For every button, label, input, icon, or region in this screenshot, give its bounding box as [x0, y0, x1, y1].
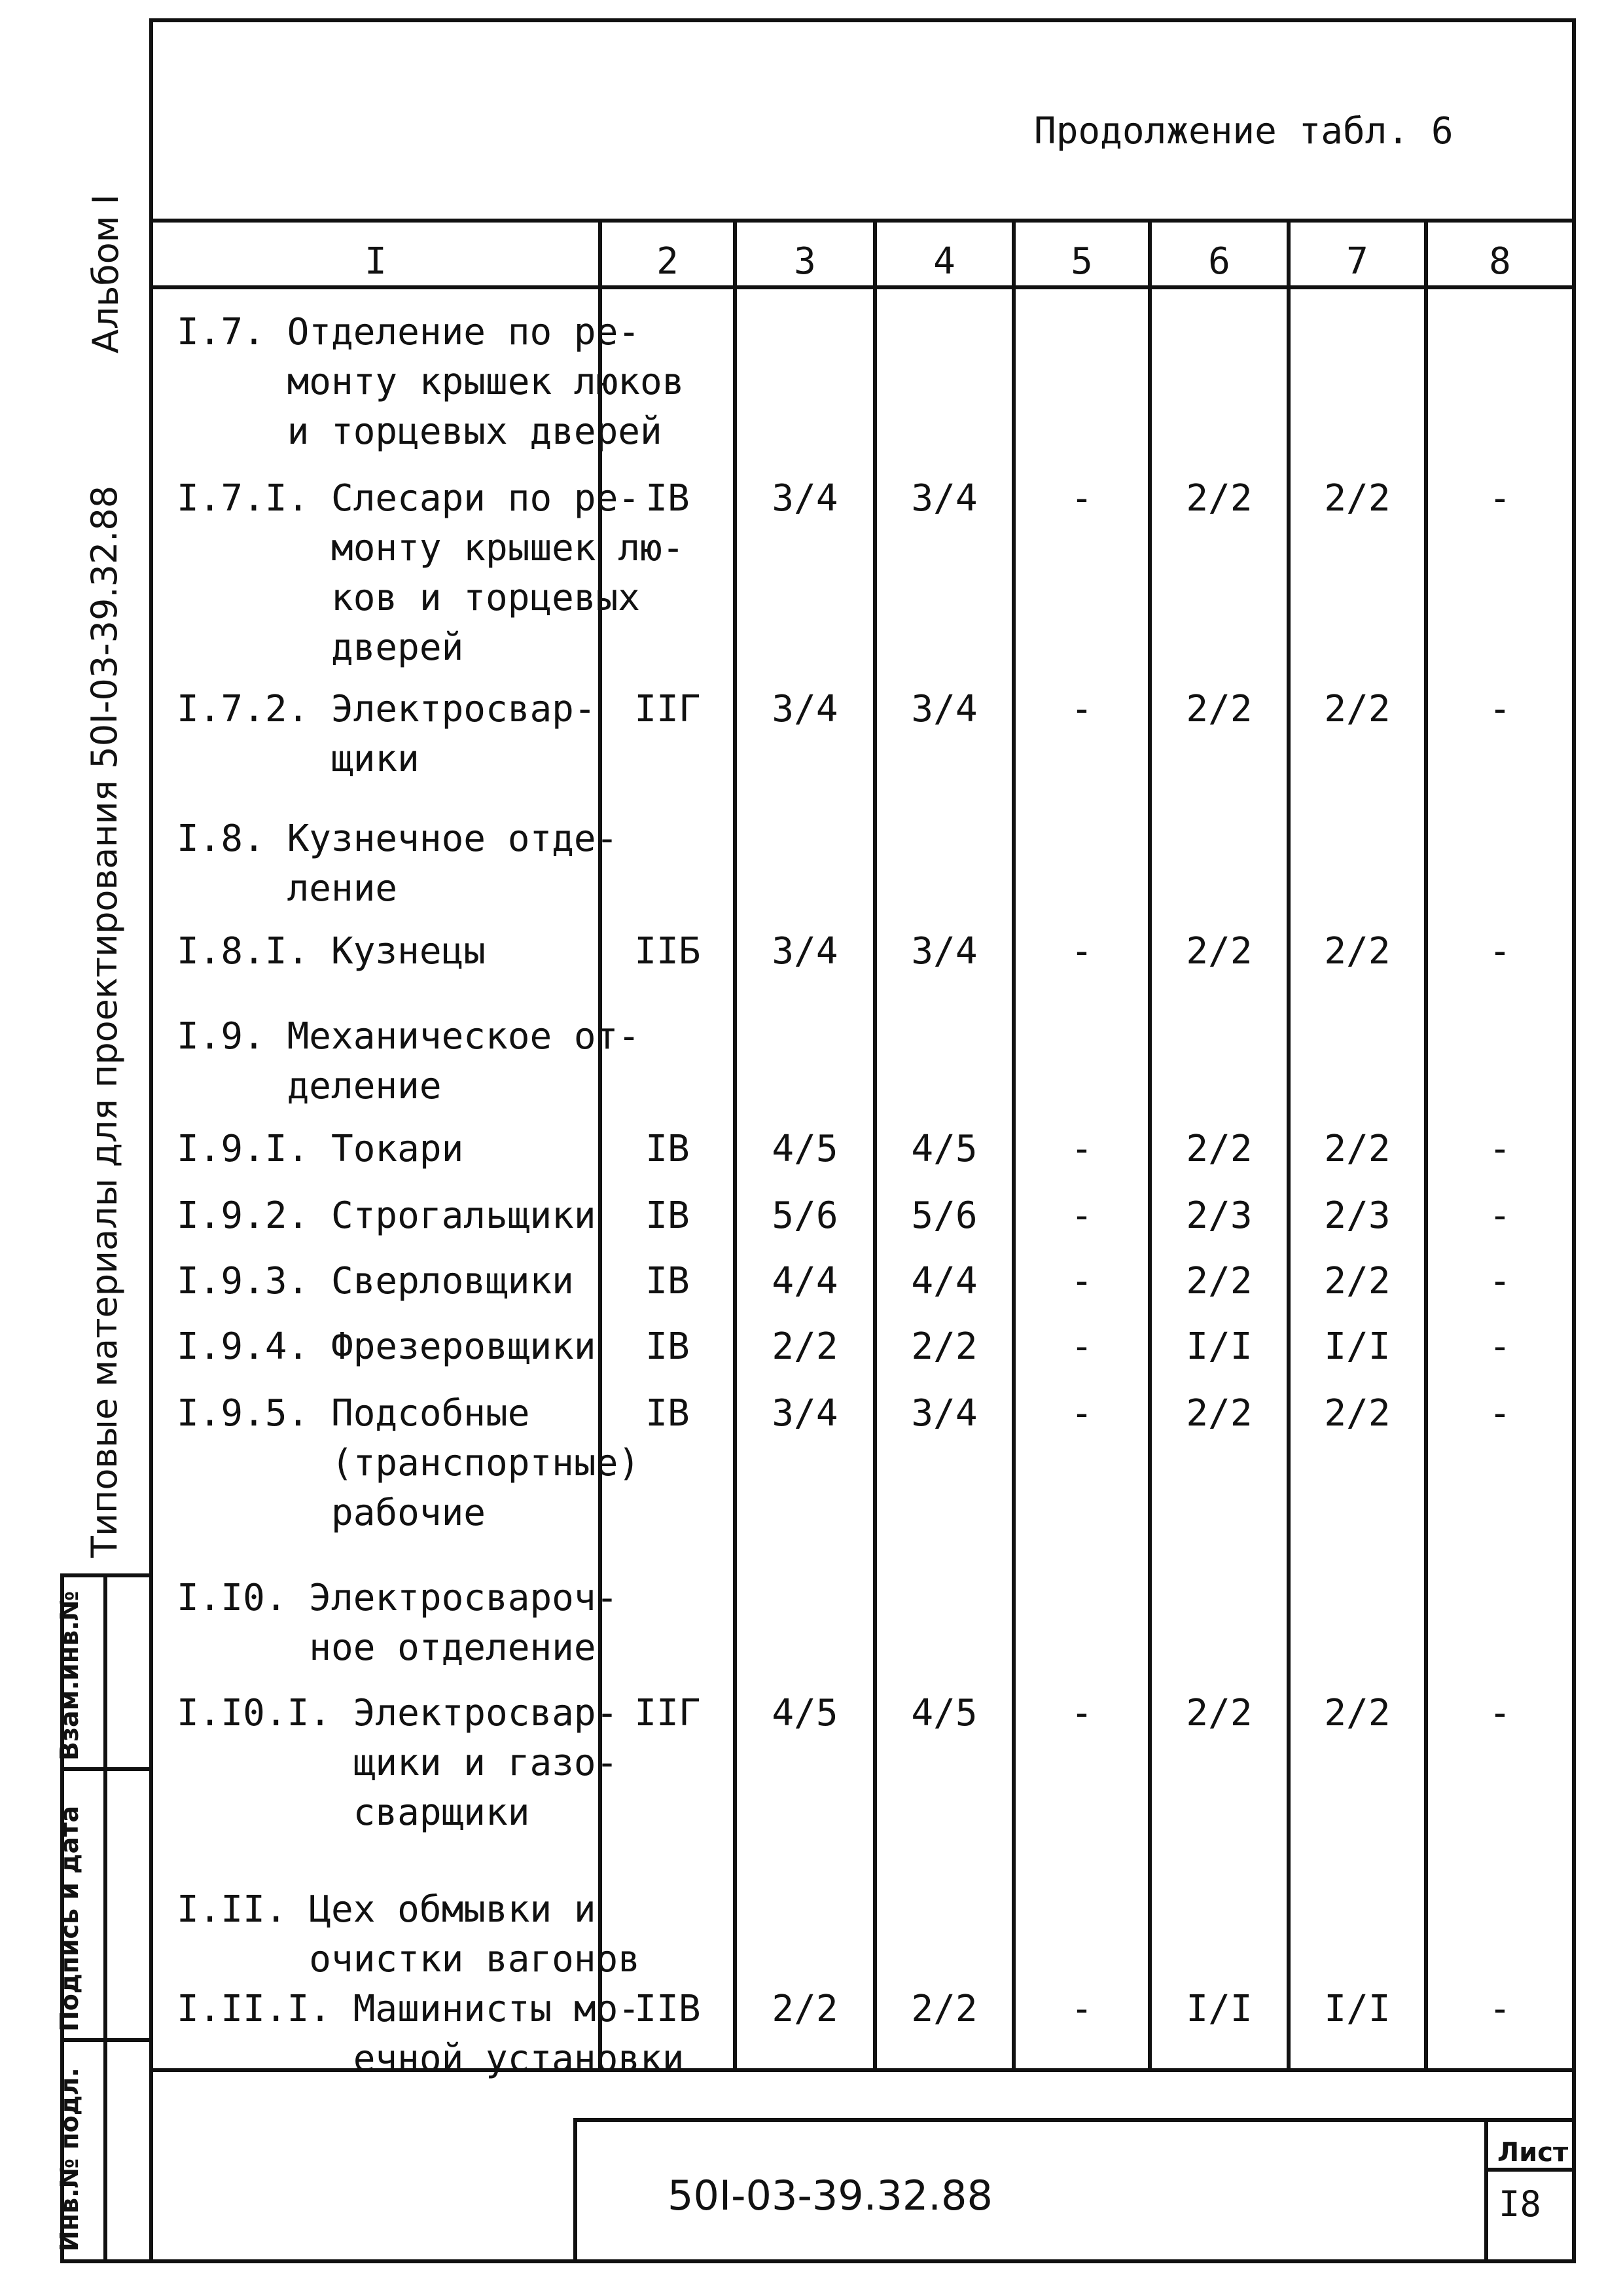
row-value-col8: - [1489, 1392, 1511, 1435]
row-value-col3: 4/5 [772, 1692, 838, 1734]
row-value-col5: - [1071, 1325, 1093, 1368]
row-value-col8: - [1489, 1128, 1511, 1170]
stub-bottom-line [60, 2259, 149, 2263]
row-value-col2: IIВ [634, 1988, 701, 2030]
row-value-col2: IВ [645, 1260, 690, 1302]
row-value-col5: - [1071, 930, 1093, 973]
stamp-top-line [573, 2118, 1576, 2122]
row-value-col5: - [1071, 1194, 1093, 1237]
caption-divider [149, 219, 1576, 223]
row-value-col2: IВ [645, 1194, 690, 1237]
row-value-col6: 2/2 [1186, 688, 1253, 730]
row-name: I.I0. Электросвароч- ное отделение [177, 1577, 618, 1669]
stamp-left-line [573, 2118, 577, 2263]
sheet-label: Лист [1497, 2138, 1569, 2168]
row-name: I.I0.I. Электросвар- щики и газо- сварщики [177, 1692, 618, 1834]
row-value-col7: 2/2 [1324, 1692, 1391, 1734]
row-value-col8: - [1489, 1988, 1511, 2030]
stub-podpis: Подпись и дата [55, 1805, 84, 2032]
row-value-col6: I/I [1186, 1325, 1253, 1368]
row-value-col2: IВ [645, 477, 690, 520]
row-value-col3: 2/2 [772, 1988, 838, 2030]
row-value-col5: - [1071, 1128, 1093, 1170]
row-value-col7: I/I [1324, 1325, 1391, 1368]
row-name: I.7.2. Электросвар- щики [177, 688, 596, 780]
row-value-col7: 2/2 [1324, 477, 1391, 520]
row-value-col3: 4/5 [772, 1128, 838, 1170]
col-header-2: 2 [656, 240, 679, 283]
document-code: 50I-03-39.32.88 [668, 2172, 993, 2219]
row-value-col4: 2/2 [911, 1325, 978, 1368]
row-value-col7: 2/2 [1324, 1260, 1391, 1302]
row-value-col6: 2/2 [1186, 1692, 1253, 1734]
row-name: I.8. Кузнечное отде- ление [177, 817, 618, 910]
row-value-col6: 2/2 [1186, 930, 1253, 973]
row-value-col5: - [1071, 1392, 1093, 1435]
stub-divider-2 [60, 2038, 149, 2042]
row-value-col8: - [1489, 688, 1511, 730]
row-value-col6: 2/3 [1186, 1194, 1253, 1237]
row-name: I.II.I. Машинисты мо- ечной установки [177, 1988, 685, 2080]
row-value-col3: 5/6 [772, 1194, 838, 1237]
row-value-col6: 2/2 [1186, 477, 1253, 520]
row-value-col5: - [1071, 1692, 1093, 1734]
row-value-col4: 3/4 [911, 1392, 978, 1435]
table-caption: Продолжение табл. 6 [1034, 110, 1454, 152]
row-value-col4: 4/4 [911, 1260, 978, 1302]
row-value-col8: - [1489, 1260, 1511, 1302]
row-value-col2: IIГ [634, 1692, 701, 1734]
row-name: I.II. Цех обмывки и очистки вагонов [177, 1888, 641, 1981]
row-value-col2: IIГ [634, 688, 701, 730]
sheet-divider [1484, 2168, 1576, 2172]
row-value-col7: 2/2 [1324, 688, 1391, 730]
row-value-col2: IВ [645, 1325, 690, 1368]
row-value-col4: 3/4 [911, 688, 978, 730]
col-header-4: 4 [933, 240, 955, 283]
row-value-col6: 2/2 [1186, 1392, 1253, 1435]
row-value-col8: - [1489, 1692, 1511, 1734]
row-name: I.9. Механическое от- деление [177, 1015, 641, 1107]
row-value-col3: 3/4 [772, 1392, 838, 1435]
row-name: I.9.4. Фрезеровщики [177, 1325, 596, 1368]
row-name: I.9.3. Сверловщики [177, 1260, 574, 1302]
row-value-col5: - [1071, 688, 1093, 730]
row-value-col3: 2/2 [772, 1325, 838, 1368]
stub-inner-line [103, 1573, 107, 2263]
row-value-col4: 4/5 [911, 1692, 978, 1734]
row-value-col6: I/I [1186, 1988, 1253, 2030]
row-value-col2: IВ [645, 1128, 690, 1170]
row-value-col6: 2/2 [1186, 1260, 1253, 1302]
row-value-col8: - [1489, 1194, 1511, 1237]
col-header-3: 3 [794, 240, 816, 283]
col-header-5: 5 [1071, 240, 1093, 283]
row-name: I.9.2. Строгальщики [177, 1194, 596, 1237]
sheet-number: I8 [1499, 2183, 1542, 2225]
album-label: Альбом I [85, 194, 126, 353]
col-header-7: 7 [1346, 240, 1368, 283]
col-header-1: I [365, 240, 387, 283]
row-name: I.8.I. Кузнецы [177, 930, 486, 973]
row-value-col3: 3/4 [772, 477, 838, 520]
sheet-box-line [1484, 2118, 1488, 2263]
row-value-col7: 2/2 [1324, 1128, 1391, 1170]
row-value-col8: - [1489, 477, 1511, 520]
row-value-col2: IВ [645, 1392, 690, 1435]
row-value-col3: 3/4 [772, 930, 838, 973]
row-value-col4: 2/2 [911, 1988, 978, 2030]
row-name: I.9.5. Подсобные (транспортные) рабочие [177, 1392, 641, 1534]
row-value-col3: 3/4 [772, 688, 838, 730]
stub-top-line [60, 1573, 149, 1577]
row-value-col4: 3/4 [911, 477, 978, 520]
row-value-col7: I/I [1324, 1988, 1391, 2030]
row-name: I.7.I. Слесари по ре- монту крышек лю- ков и торцевых дверей [177, 477, 685, 669]
row-value-col8: - [1489, 930, 1511, 973]
row-value-col5: - [1071, 477, 1093, 520]
row-value-col4: 5/6 [911, 1194, 978, 1237]
row-value-col6: 2/2 [1186, 1128, 1253, 1170]
stub-divider-1 [60, 1767, 149, 1771]
side-title: Типовые материалы для проектирования 50I-03-39.32.88 [84, 485, 125, 1558]
row-value-col5: - [1071, 1988, 1093, 2030]
row-value-col3: 4/4 [772, 1260, 838, 1302]
row-value-col2: IIБ [634, 930, 701, 973]
row-value-col7: 2/2 [1324, 1392, 1391, 1435]
row-value-col7: 2/3 [1324, 1194, 1391, 1237]
row-value-col4: 3/4 [911, 930, 978, 973]
stub-vzam: Взам.инв.№ [55, 1590, 84, 1761]
row-name: I.7. Отделение по ре- монту крышек люков и торцевых дверей [177, 311, 685, 453]
row-name: I.9.I. Токари [177, 1128, 464, 1170]
row-value-col7: 2/2 [1324, 930, 1391, 973]
col-header-8: 8 [1489, 240, 1511, 283]
row-value-col5: - [1071, 1260, 1093, 1302]
row-value-col8: - [1489, 1325, 1511, 1368]
stub-inv-podl: Инв.№ подл. [55, 2068, 84, 2251]
col-header-6: 6 [1208, 240, 1230, 283]
row-value-col4: 4/5 [911, 1128, 978, 1170]
